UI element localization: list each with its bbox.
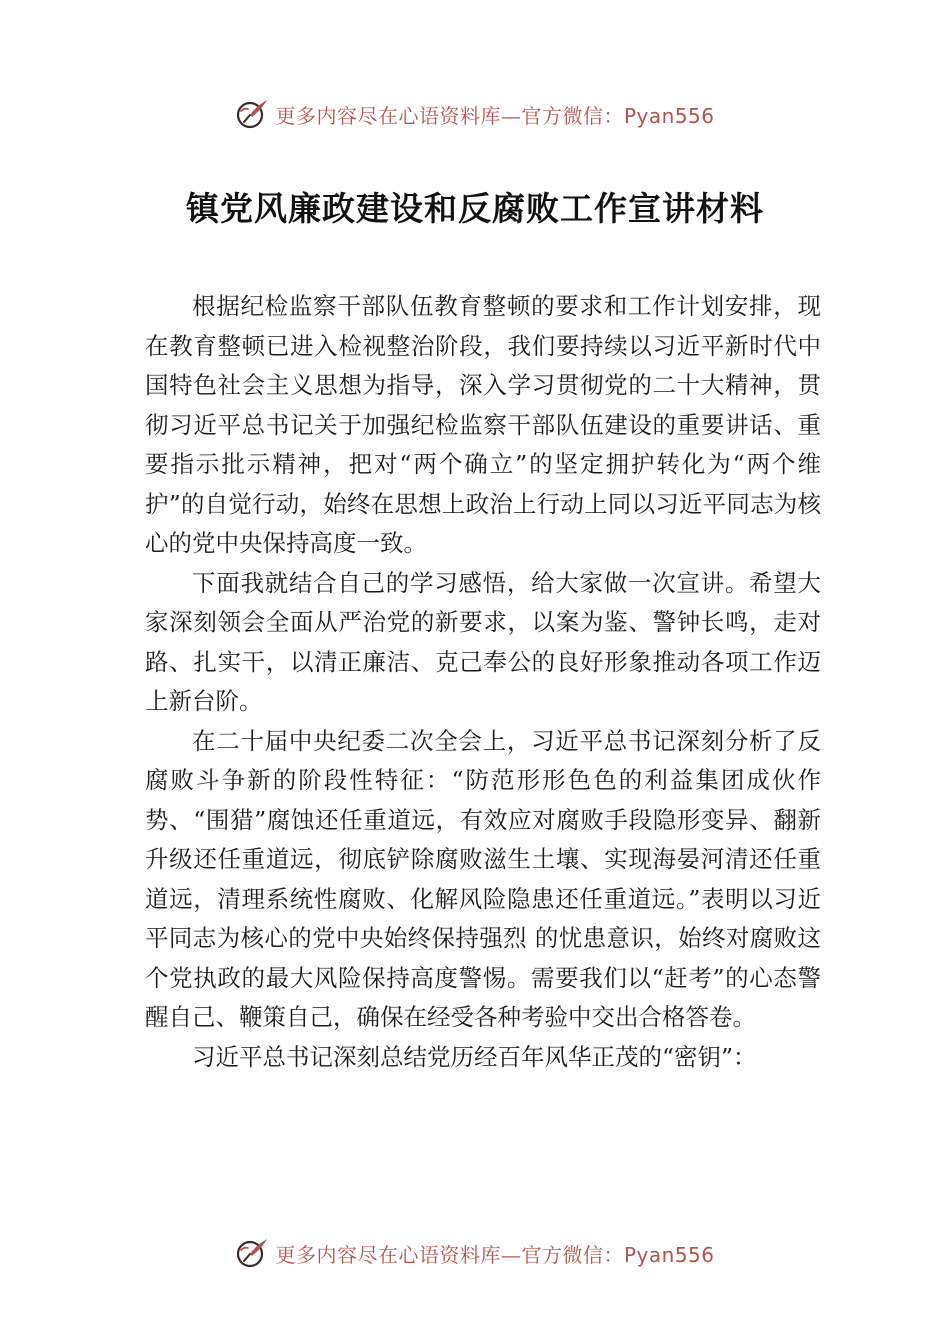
banner-slogan-text: 更多内容尽在心语资料库—官方微信： — [275, 103, 624, 128]
paragraph-4: 习近平总书记深刻总结党历经百年风华正茂的“密钥”： — [192, 1042, 757, 1071]
wechat-handle: Pyan556 — [623, 103, 715, 128]
document-body — [145, 287, 821, 1077]
footer-banner — [0, 1233, 950, 1273]
header-banner — [0, 94, 950, 134]
paragraph-2: 下面我就结合自己的学习感悟，给大家做一次宣讲。希望大家深刻领会全面从严治党的新要求，以案为鉴、警钟长鸣，走对路、扎实干，以清正廉洁、克己奉公的良好形象推动各项工作迈上新台阶。 — [145, 568, 821, 715]
feather-quill-logo-icon — [235, 1236, 269, 1270]
paragraph-1: 根据纪检监察干部队伍教育整顿的要求和工作计划安排，现在教育整顿已进入检视整治阶段，我们要持续以习近平新时代中国特色社会主义思想为指导，深入学习贯彻党的二十大精神，贯彻习近平总书记关于加强纪检监察干部队伍建设的重要讲话、重要指示批示精神，把对“两个确立”的坚定拥护转化为“两个维护”的自觉行动，始终在思想上政治上行动上同以习近平同志为核心的党中央保持高度一致。 — [145, 292, 821, 557]
wechat-handle: Pyan556 — [623, 1242, 715, 1267]
feather-quill-logo-icon — [235, 97, 269, 131]
paragraph-3: 在二十届中央纪委二次全会上，习近平总书记深刻分析了反腐败斗争新的阶段性特征：“防范形形色色的利益集团成伙作势、“围猎”腐蚀还任重道远，有效应对腐败手段隐形变异、翻新升级还任重道远，彻底铲除腐败滋生土壤、实现海晏河清还任重道远，清理系统性腐败、化解风险隐患还任重道远。”表明以习近平同志为核心的党中央始终保持强烈 的忧患意识，始终对腐败这个党执政的最大风险保持高度警惕。需要我们以“赶考”的心态警醒自己、鞭策自己，确保在经受各种考验中交出合格答卷。 — [145, 726, 821, 1031]
banner-slogan — [275, 100, 714, 129]
document-title: 镇党风廉政建设和反腐败工作宣讲材料 — [186, 189, 764, 228]
banner-slogan — [275, 1239, 714, 1268]
banner-slogan-text: 更多内容尽在心语资料库—官方微信： — [275, 1242, 624, 1267]
